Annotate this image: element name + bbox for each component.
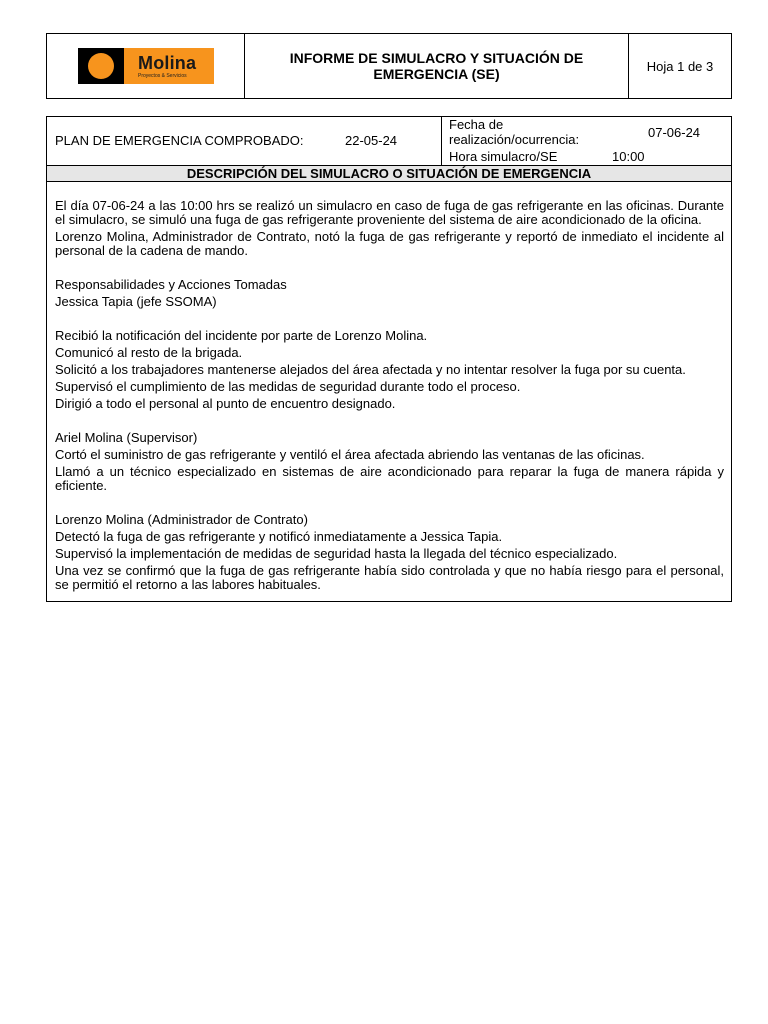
document-title: INFORME DE SIMULACRO Y SITUACIÓN DE EMERGENCIA (SE) (245, 34, 629, 98)
document-header (46, 33, 732, 99)
date-time-cell (442, 117, 731, 165)
action-item: Cortó el suministro de gas refrigerante y ventiló el área afectada abriendo las ventanas de las oficinas. (55, 447, 645, 462)
plan-row (47, 117, 731, 166)
logo-cell (47, 34, 245, 98)
action-item: Supervisó el cumplimiento de las medidas de seguridad durante todo el proceso. (55, 379, 521, 394)
logo-circle-icon (88, 53, 114, 79)
action-item: Dirigió a todo el personal al punto de encuentro designado. (55, 396, 396, 411)
person-name: Jessica Tapia (jefe SSOMA) (55, 294, 217, 309)
responsibilities-heading: Responsabilidades y Acciones Tomadas (55, 277, 287, 292)
plan-cell (47, 117, 442, 165)
hora-label: Hora simulacro/SE (449, 149, 558, 164)
action-item: Llamó a un técnico especializado en sistemas de aire acondicionado para reparar la fuga de manera rápida y eficiente. (55, 464, 724, 493)
page-number: Hoja 1 de 3 (646, 58, 714, 74)
intro-paragraph: Lorenzo Molina, Administrador de Contrato, notó la fuga de gas refrigerante y reportó de inmediato el incidente al personal de la cadena de mando. (55, 229, 724, 258)
fecha-label: Fecha de realización/ocurrencia: (449, 117, 580, 147)
plan-date: 22-05-24 (345, 133, 398, 148)
plan-label: PLAN DE EMERGENCIA COMPROBADO: (55, 133, 304, 148)
description-body (47, 182, 731, 592)
action-item: Comunicó al resto de la brigada. (55, 345, 243, 360)
action-item: Detectó la fuga de gas refrigerante y notificó inmediatamente a Jessica Tapia. (55, 529, 503, 544)
action-item: Supervisó la implementación de medidas de seguridad hasta la llegada del técnico especializado. (55, 546, 618, 561)
fecha-value: 07-06-24 (648, 125, 701, 140)
person-name: Ariel Molina (Supervisor) (55, 430, 198, 445)
logo-name: Molina (138, 53, 197, 73)
intro-paragraph: El día 07-06-24 a las 10:00 hrs se realizó un simulacro en caso de fuga de gas refrigerante en las oficinas. Durante el simulacro, se simuló una fuga de gas refrigerante proveniente del sistema de aire acondicionado de la oficina. (55, 198, 724, 227)
person-name: Lorenzo Molina (Administrador de Contrato) (55, 512, 308, 527)
logo-dark-block (78, 48, 124, 84)
action-item: Recibió la notificación del incidente por parte de Lorenzo Molina. (55, 328, 428, 343)
company-logo (78, 48, 214, 84)
action-item: Una vez se confirmó que la fuga de gas refrigerante había sido controlada y que no había riesgo para el personal, se permitió el retorno a las labores habituales. (55, 563, 724, 592)
logo-tagline: Proyectos & Servicios (138, 73, 187, 79)
report-table (46, 116, 732, 602)
description-title: DESCRIPCIÓN DEL SIMULACRO O SITUACIÓN DE EMERGENCIA (47, 166, 731, 182)
action-item: Solicitó a los trabajadores mantenerse alejados del área afectada y no intentar resolver la fuga por su cuenta. (55, 362, 686, 377)
hora-value: 10:00 (612, 149, 645, 164)
